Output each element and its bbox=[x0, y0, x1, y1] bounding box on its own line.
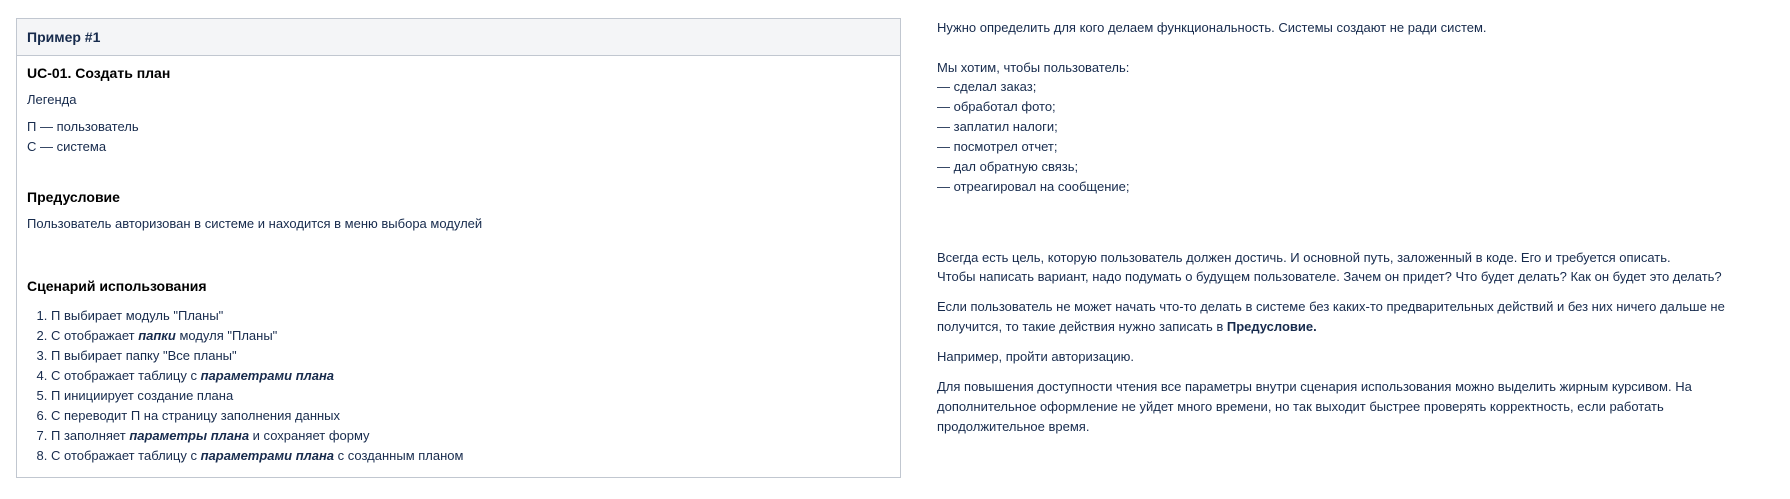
scenario-step: 8. С отображает таблицу с параметрами плана с созданным планом bbox=[51, 446, 463, 466]
notes-want-item: — отреагировал на сообщение; bbox=[937, 179, 1130, 194]
legend-user: П — пользователь bbox=[27, 119, 139, 134]
example-panel bbox=[16, 18, 901, 478]
use-case-title: UC-01. Создать план bbox=[27, 65, 171, 81]
scenario-step: 5. П инициирует создание плана bbox=[51, 386, 463, 406]
panel-body bbox=[17, 56, 900, 478]
notes-precondition-line: Если пользователь не может начать что-то делать в системе без каких-то предварительных действий и без них ничего дальше не bbox=[937, 299, 1725, 314]
notes-example: Например, пройти авторизацию. bbox=[937, 349, 1134, 364]
notes-want-intro: Мы хотим, чтобы пользователь: bbox=[937, 60, 1130, 75]
notes-goal-line: Всегда есть цель, которую пользователь должен достичь. И основной путь, заложенный в коде. Его и требуется описать. bbox=[937, 250, 1671, 265]
scenario-step: 7. П заполняет параметры плана и сохраняет форму bbox=[51, 426, 463, 446]
notes-accessibility-line: продолжительное время. bbox=[937, 419, 1090, 434]
legend-label: Легенда bbox=[27, 92, 77, 107]
scenario-steps bbox=[27, 306, 463, 466]
precondition-heading: Предусловие bbox=[27, 189, 120, 205]
notes-accessibility-line: Для повышения доступности чтения все параметры внутри сценария использования можно выделить жирным курсивом. На bbox=[937, 379, 1692, 394]
legend-system: С — система bbox=[27, 139, 107, 154]
scenario-step: 2. С отображает папки модуля "Планы" bbox=[51, 326, 463, 346]
notes-want-item: — посмотрел отчет; bbox=[937, 139, 1058, 154]
notes-want-item: — обработал фото; bbox=[937, 99, 1056, 114]
scenario-step: 1. П выбирает модуль "Планы" bbox=[51, 306, 463, 326]
precondition-term: Предусловие. bbox=[1226, 319, 1317, 334]
notes-intro: Нужно определить для кого делаем функциональность. Системы создают не ради систем. bbox=[937, 20, 1487, 35]
scenario-step: 3. П выбирает папку "Все планы" bbox=[51, 346, 463, 366]
notes-goal-line: Чтобы написать вариант, надо подумать о будущем пользователе. Зачем он придет? Что будет делать? Как он будет это делать? bbox=[937, 269, 1722, 284]
notes-want-item: — заплатил налоги; bbox=[937, 119, 1058, 134]
panel-title: Пример #1 bbox=[17, 19, 900, 56]
scenario-step: 4. С отображает таблицу с параметрами плана bbox=[51, 366, 463, 386]
notes-precondition-line: получится, то такие действия нужно записать в Предусловие. bbox=[937, 319, 1317, 334]
notes-accessibility-line: дополнительное оформление не уйдет много времени, но так выходит быстрее проверять корректность, если работать bbox=[937, 399, 1664, 414]
scenario-step: 6. С переводит П на страницу заполнения данных bbox=[51, 406, 463, 426]
precondition-text: Пользователь авторизован в системе и находится в меню выбора модулей bbox=[27, 216, 483, 231]
scenario-heading: Сценарий использования bbox=[27, 278, 207, 294]
notes-want-item: — дал обратную связь; bbox=[937, 159, 1079, 174]
notes-want-item: — сделал заказ; bbox=[937, 79, 1037, 94]
